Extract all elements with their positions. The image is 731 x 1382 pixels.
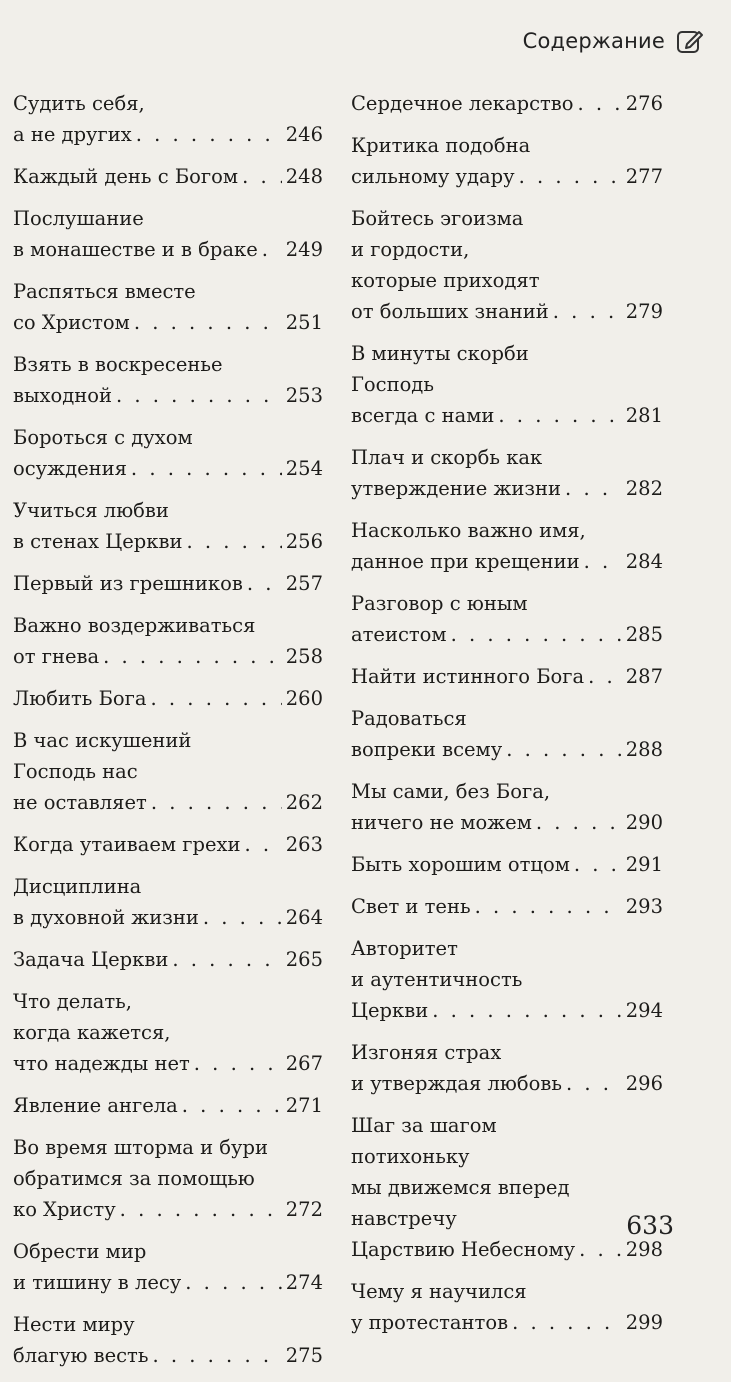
dot-leader [116, 380, 282, 411]
toc-entry-title-line: Насколько важно имя, [351, 519, 586, 542]
toc-entry-title-line: Авторитет [351, 937, 458, 960]
toc-entry-last-line [13, 787, 323, 818]
dot-leader [553, 296, 622, 327]
toc-entry-title-line: Найти истинного Бога [351, 665, 585, 688]
toc-entry-title-line: Чему я научился [351, 1280, 527, 1303]
toc-entry-last-line [13, 234, 323, 265]
toc-entry-title-line: Сердечное лекарство [351, 92, 574, 115]
toc-entry-title-line: Радоваться [351, 707, 467, 730]
toc-entry-last-line [13, 1048, 323, 1079]
dot-leader [131, 453, 282, 484]
toc-entry-title-line: сильному удару [351, 165, 515, 188]
dot-leader [245, 829, 282, 860]
toc-entry-page: 275 [285, 1344, 323, 1367]
toc-entry-title-line: от гнева [13, 645, 100, 668]
dot-leader [566, 1068, 622, 1099]
dot-leader [194, 1048, 282, 1079]
toc-entry[interactable] [13, 610, 323, 672]
toc-entry-title-line: и аутентичность [351, 968, 523, 991]
toc-entry-last-line [13, 902, 323, 933]
toc-entry[interactable] [13, 944, 323, 975]
toc-entry-page: 276 [625, 92, 663, 115]
toc-entry[interactable] [351, 933, 663, 1026]
toc-entry-last-line [351, 473, 663, 504]
toc-entry-title-line: а не других [13, 123, 132, 146]
toc-entry-page: 277 [625, 165, 663, 188]
page-number: 633 [626, 1211, 674, 1240]
dot-leader [506, 734, 622, 765]
toc-entry-page: 263 [285, 833, 323, 856]
toc-entry-title-line: благую весть [13, 1344, 149, 1367]
toc-entry-title-line: осуждения [13, 457, 127, 480]
toc-entry-title-line: Царствию Небесному [351, 1238, 576, 1261]
toc-entry-page: 271 [285, 1094, 323, 1117]
toc-entry-title-line: что надежды нет [13, 1052, 190, 1075]
toc-entry-title-line: у протестантов [351, 1311, 509, 1334]
toc-entry-page: 284 [625, 550, 663, 573]
toc-entry-title-line: Что делать, [13, 990, 132, 1013]
dot-leader [512, 1307, 622, 1338]
toc-entry-page: 251 [285, 311, 323, 334]
toc-entry[interactable] [351, 661, 663, 692]
toc-entry-title-line: Каждый день с Богом [13, 165, 239, 188]
toc-entry-title-line: со Христом [13, 311, 130, 334]
dot-leader [262, 234, 282, 265]
toc-entry-title-line: выходной [13, 384, 112, 407]
dot-leader [151, 683, 282, 714]
toc-entry-title-line: Церкви [351, 999, 429, 1022]
toc-entry[interactable] [13, 568, 323, 599]
toc-entry-title-line: Учиться любви [13, 499, 169, 522]
toc-entry-title-line: В минуты скорби [351, 342, 529, 365]
toc-entry[interactable] [351, 515, 663, 577]
toc-entry-last-line [13, 641, 323, 672]
toc-entry-last-line [351, 734, 663, 765]
toc-entry[interactable] [351, 1110, 663, 1265]
toc-entry-last-line [13, 1090, 323, 1121]
toc-entry-page: 285 [625, 623, 663, 646]
toc-entry-page: 264 [285, 906, 323, 929]
toc-entry-last-line [351, 1068, 663, 1099]
toc-entry-last-line [13, 161, 323, 192]
toc-entry[interactable] [13, 829, 323, 860]
edit-icon [675, 26, 705, 56]
toc-entry-page: 299 [625, 1311, 663, 1334]
toc-left-column [13, 88, 323, 1382]
toc-entry-page: 281 [625, 404, 663, 427]
dot-leader [103, 641, 282, 672]
toc-entry-last-line [351, 995, 663, 1026]
toc-entry[interactable] [13, 161, 323, 192]
dot-leader [565, 473, 622, 504]
toc-entry-last-line [13, 1340, 323, 1371]
toc-entry[interactable] [13, 349, 323, 411]
toc-entry[interactable] [13, 986, 323, 1079]
toc-entry-title-line: Любить Бога [13, 687, 147, 710]
dot-leader [203, 902, 282, 933]
toc-entry-page: 246 [285, 123, 323, 146]
toc-entry-page: 256 [285, 530, 323, 553]
section-title: Содержание [522, 29, 665, 53]
toc-entry-title-line: всегда с нами [351, 404, 495, 427]
toc-entry-last-line [13, 683, 323, 714]
toc-entry[interactable] [351, 849, 663, 880]
dot-leader [172, 944, 281, 975]
toc-entry-page: 298 [625, 1238, 663, 1261]
dot-leader [242, 161, 282, 192]
toc-entry-page: 282 [625, 477, 663, 500]
toc-entry[interactable] [13, 683, 323, 714]
toc-entry-last-line [13, 307, 323, 338]
toc-entry-page: 253 [285, 384, 323, 407]
toc-entry-page: 274 [285, 1271, 323, 1294]
toc-entry-title-line: от больших знаний [351, 300, 549, 323]
toc-right-column [351, 88, 663, 1349]
dot-leader [579, 1234, 622, 1265]
toc-entry[interactable] [351, 703, 663, 765]
toc-entry-page: 258 [285, 645, 323, 668]
toc-entry-title-line: потихоньку [351, 1145, 470, 1168]
toc-entry-title-line: навстречу [351, 1207, 457, 1230]
toc-entry-title-line: которые приходят [351, 269, 540, 292]
toc-entry-page: 260 [285, 687, 323, 710]
toc-entry-last-line [13, 829, 323, 860]
toc-entry-title-line: Во время шторма и бури [13, 1136, 268, 1159]
dot-leader [152, 1340, 281, 1371]
toc-entry-title-line: Критика подобна [351, 134, 531, 157]
toc-entry-title-line: Задача Церкви [13, 948, 169, 971]
toc-entry-title-line: вопреки всему [351, 738, 503, 761]
toc-entry-title-line: Взять в воскресенье [13, 353, 223, 376]
dot-leader [519, 161, 622, 192]
toc-entry-last-line [13, 119, 323, 150]
toc-entry-title-line: Изгоняя страх [351, 1041, 502, 1064]
toc-entry-last-line [351, 891, 663, 922]
toc-entry[interactable] [351, 1276, 663, 1338]
toc-entry-last-line [13, 944, 323, 975]
dot-leader [498, 400, 621, 431]
toc-entry-title-line: Господь нас [13, 760, 138, 783]
toc-entry[interactable] [351, 891, 663, 922]
toc-entry[interactable] [13, 203, 323, 265]
toc-entry-title-line: не оставляет [13, 791, 147, 814]
toc-entry[interactable] [13, 88, 323, 150]
dot-leader [578, 88, 622, 119]
toc-entry[interactable] [351, 776, 663, 838]
toc-entry-page: 291 [625, 853, 663, 876]
toc-entry-last-line [351, 661, 663, 692]
page-header [523, 26, 705, 56]
toc-entry-title-line: утверждение жизни [351, 477, 562, 500]
toc-entry-title-line: Распяться вместе [13, 280, 196, 303]
toc-entry-title-line: и гордости, [351, 238, 470, 261]
toc-entry-page: 279 [625, 300, 663, 323]
toc-entry[interactable] [13, 1090, 323, 1121]
dot-leader [136, 119, 282, 150]
toc-entry-page: 293 [625, 895, 663, 918]
toc-entry-page: 287 [625, 665, 663, 688]
toc-entry-last-line [13, 453, 323, 484]
toc-entry-page: 288 [625, 738, 663, 761]
toc-entry-title-line: в монашестве и в браке [13, 238, 258, 261]
toc-entry-last-line [351, 1234, 663, 1265]
toc-entry-last-line [351, 161, 663, 192]
toc-entry[interactable] [13, 1236, 323, 1298]
toc-entry[interactable] [13, 725, 323, 818]
toc-entry-title-line: Судить себя, [13, 92, 145, 115]
dot-leader [432, 995, 622, 1026]
toc-entry-title-line: ничего не можем [351, 811, 532, 834]
dot-leader [185, 1267, 281, 1298]
toc-entry-title-line: атеистом [351, 623, 447, 646]
toc-entry-last-line [13, 526, 323, 557]
toc-entry-title-line: Быть хорошим отцом [351, 853, 570, 876]
toc-entry-title-line: Послушание [13, 207, 144, 230]
dot-leader [182, 1090, 282, 1121]
toc-entry-title-line: Важно воздерживаться [13, 614, 256, 637]
toc-entry-title-line: когда кажется, [13, 1021, 171, 1044]
toc-entry[interactable] [13, 1132, 323, 1225]
toc-entry-page: 290 [625, 811, 663, 834]
toc-entry-last-line [351, 546, 663, 577]
toc-entry-title-line: мы движемся вперед [351, 1176, 570, 1199]
toc-entry-last-line [351, 619, 663, 650]
toc-entry-last-line [351, 1307, 663, 1338]
toc-entry-page: 248 [285, 165, 323, 188]
toc-entry-last-line [351, 88, 663, 119]
toc-entry-page: 267 [285, 1052, 323, 1075]
toc-entry-title-line: обратимся за помощью [13, 1167, 255, 1190]
toc-entry-title-line: Свет и тень [351, 895, 471, 918]
toc-entry-page: 254 [285, 457, 323, 480]
toc-entry-last-line [13, 1194, 323, 1225]
toc-entry-title-line: и утверждая любовь [351, 1072, 562, 1095]
dot-leader [134, 307, 282, 338]
toc-entry-page: 257 [285, 572, 323, 595]
dot-leader [536, 807, 622, 838]
toc-entry[interactable] [351, 130, 663, 192]
toc-entry-last-line [351, 400, 663, 431]
toc-entry-title-line: Бойтесь эгоизма [351, 207, 524, 230]
dot-leader [584, 546, 622, 577]
toc-entry[interactable] [13, 1309, 323, 1371]
toc-entry-title-line: данное при крещении [351, 550, 580, 573]
toc-entry-title-line: Шаг за шагом [351, 1114, 497, 1137]
toc-entry-title-line: Господь [351, 373, 434, 396]
dot-leader [120, 1194, 282, 1225]
toc-entry-last-line [351, 296, 663, 327]
toc-entry-title-line: В час искушений [13, 729, 192, 752]
toc-entry[interactable] [351, 338, 663, 431]
toc-entry-page: 294 [625, 999, 663, 1022]
toc-entry-title-line: Разговор с юным [351, 592, 528, 615]
toc-entry[interactable] [351, 203, 663, 327]
toc-entry-last-line [13, 380, 323, 411]
toc-entry-title-line: Бороться с духом [13, 426, 193, 449]
dot-leader [186, 526, 281, 557]
dot-leader [588, 661, 622, 692]
toc-entry-title-line: Обрести мир [13, 1240, 147, 1263]
toc-entry-page: 265 [285, 948, 323, 971]
toc-entry-last-line [351, 807, 663, 838]
toc-entry-title-line: и тишину в лесу [13, 1271, 182, 1294]
toc-entry-title-line: Явление ангела [13, 1094, 178, 1117]
toc-entry-last-line [13, 568, 323, 599]
toc-entry-page: 296 [625, 1072, 663, 1095]
toc-entry-title-line: ко Христу [13, 1198, 116, 1221]
dot-leader [574, 849, 622, 880]
toc-entry[interactable] [351, 88, 663, 119]
toc-entry[interactable] [351, 1037, 663, 1099]
toc-entry-title-line: Нести миру [13, 1313, 135, 1336]
toc-entry-title-line: Мы сами, без Бога, [351, 780, 551, 803]
toc-entry-title-line: Дисциплина [13, 875, 142, 898]
toc-entry-page: 249 [285, 238, 323, 261]
toc-entry-page: 272 [285, 1198, 323, 1221]
toc-entry-title-line: Первый из грешников [13, 572, 243, 595]
dot-leader [475, 891, 622, 922]
toc-entry-title-line: в стенах Церкви [13, 530, 183, 553]
toc-entry[interactable] [13, 495, 323, 557]
toc-entry-title-line: в духовной жизни [13, 906, 199, 929]
toc-entry-title-line: Плач и скорбь как [351, 446, 543, 469]
toc-entry-last-line [13, 1267, 323, 1298]
toc-entry[interactable] [13, 422, 323, 484]
toc-entry-page: 262 [285, 791, 323, 814]
toc-entry[interactable] [13, 276, 323, 338]
toc-entry[interactable] [351, 442, 663, 504]
dot-leader [247, 568, 282, 599]
toc-entry-title-line: Когда утаиваем грехи [13, 833, 241, 856]
dot-leader [151, 787, 282, 818]
toc-entry[interactable] [351, 588, 663, 650]
dot-leader [451, 619, 622, 650]
toc-entry-last-line [351, 849, 663, 880]
toc-entry[interactable] [13, 871, 323, 933]
